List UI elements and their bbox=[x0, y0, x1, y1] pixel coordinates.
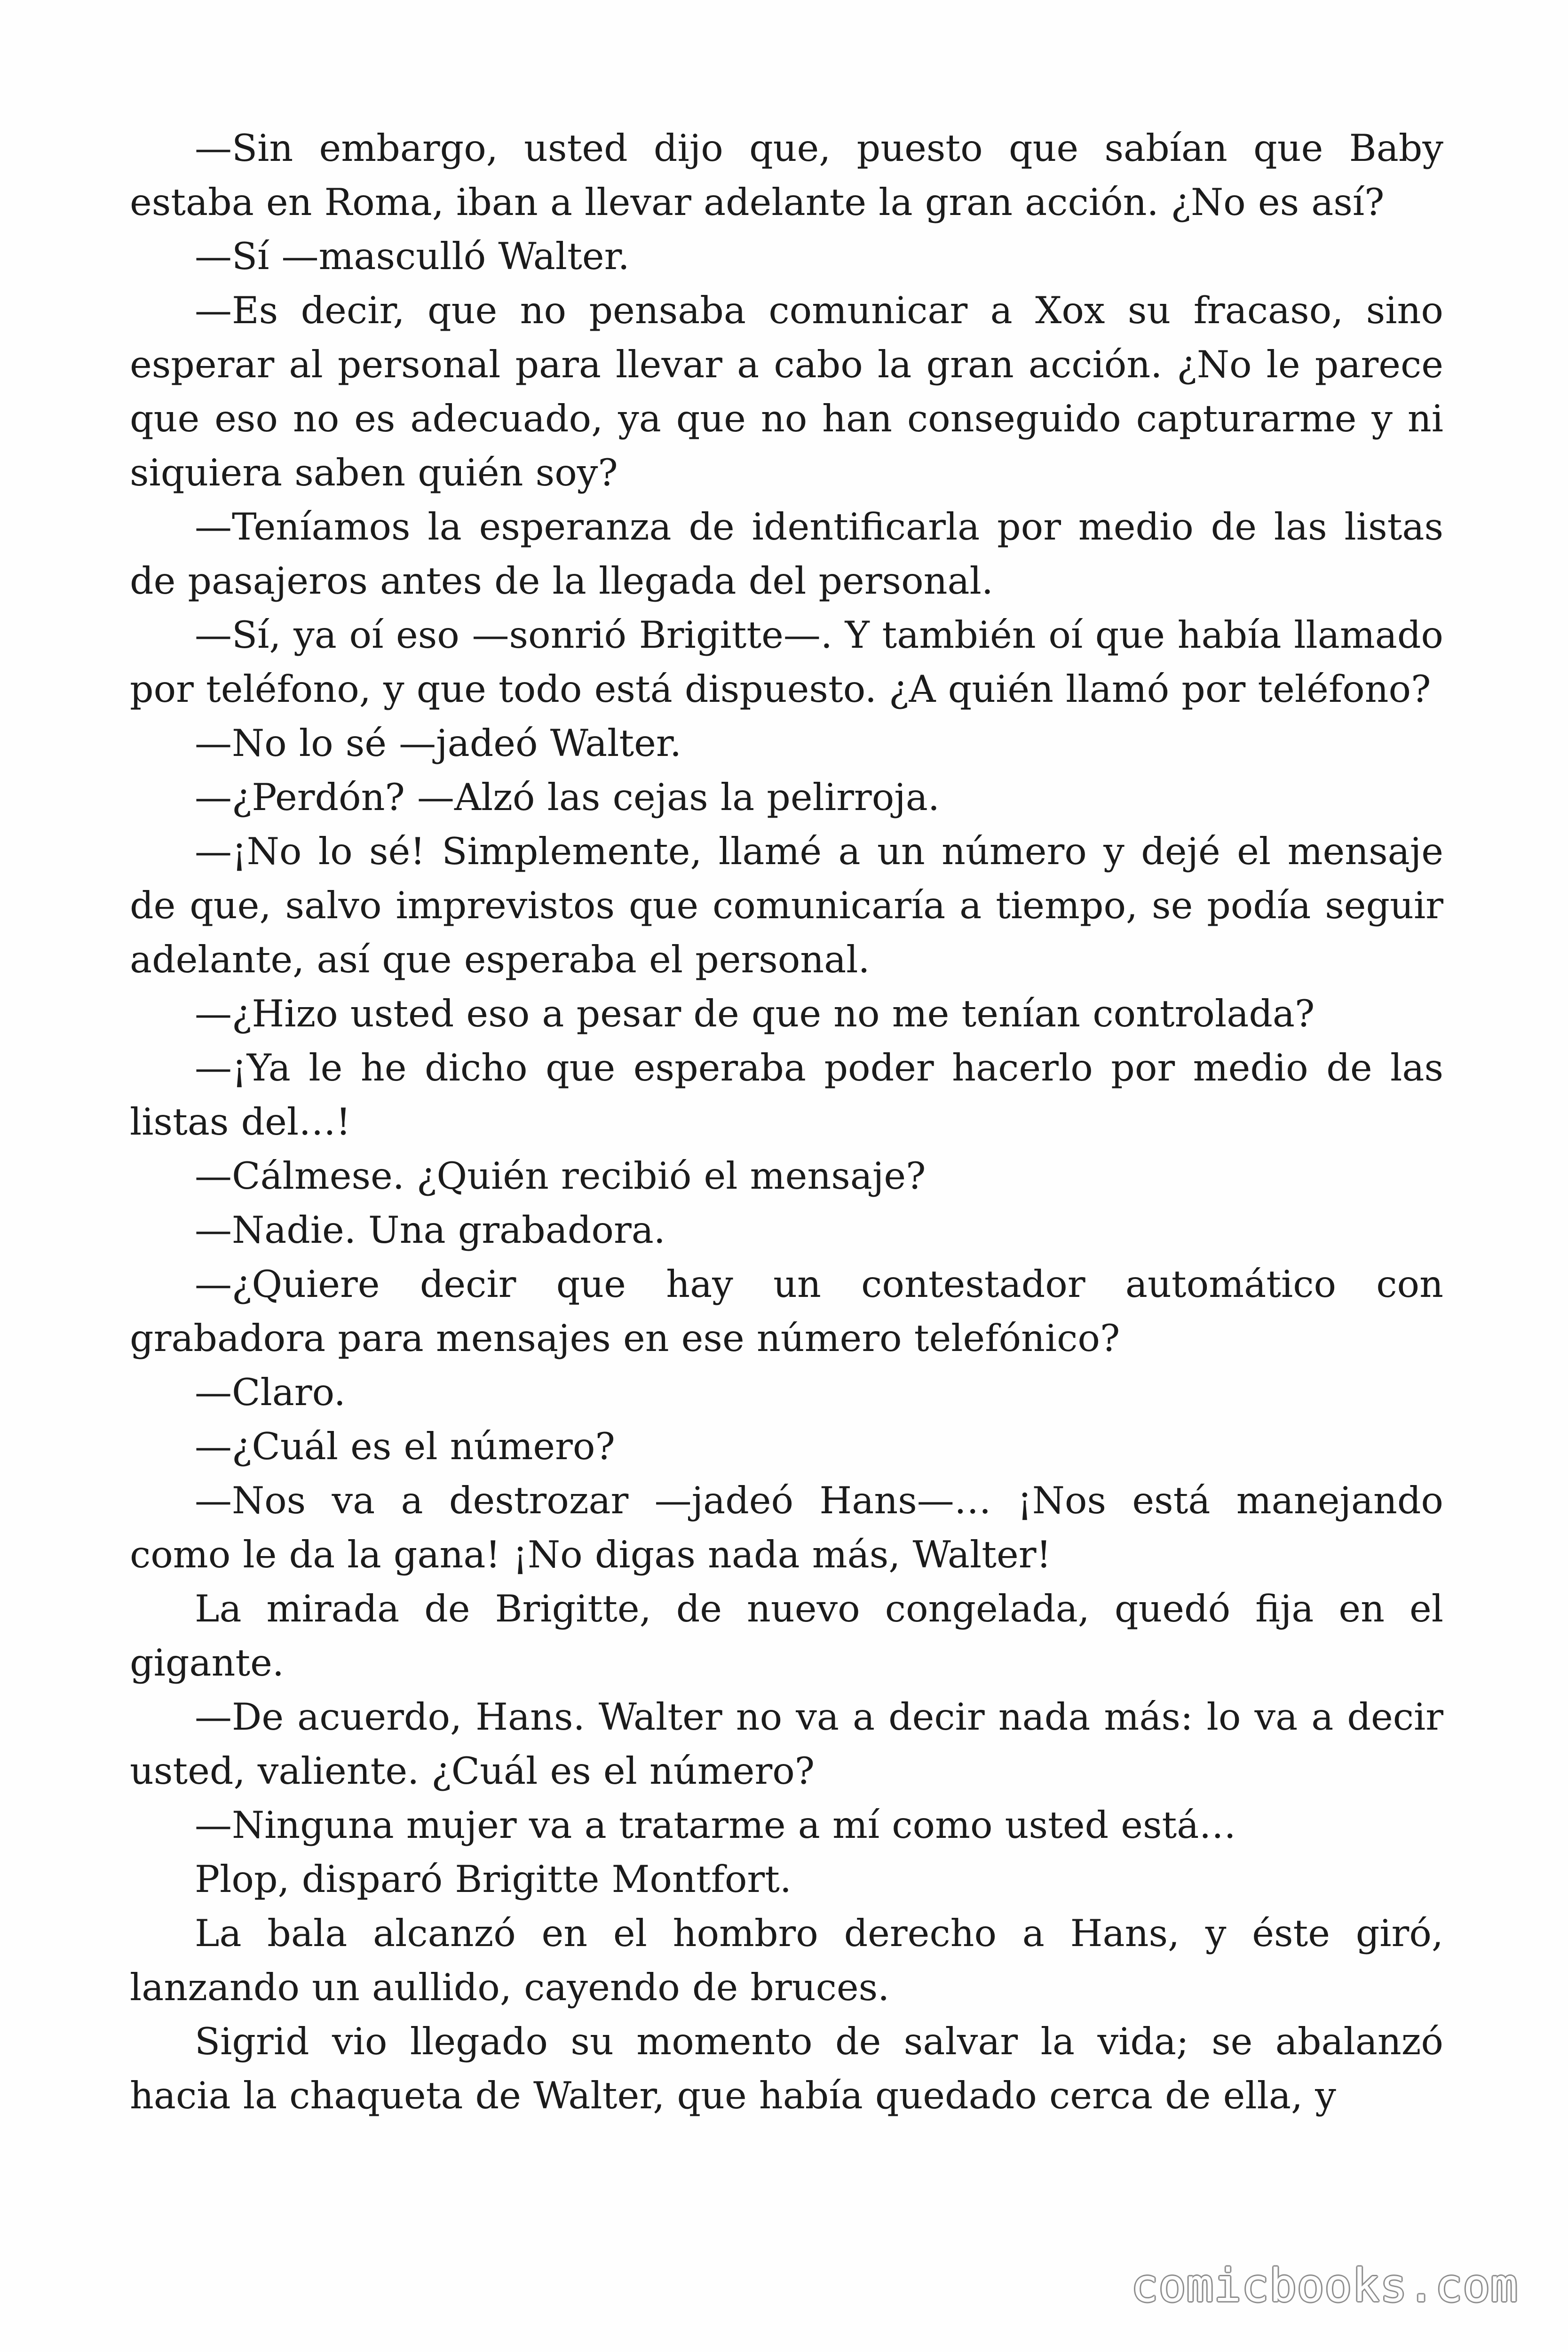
paragraph: —Sí, ya oí eso —sonrió Brigitte—. Y también oí que había llamado por teléfono, y que todo está dispuesto. ¿A quién llamó por teléfono? bbox=[130, 613, 1443, 711]
watermark: comicbooks.com bbox=[1131, 2259, 1518, 2312]
paragraph: —Es decir, que no pensaba comunicar a Xox su fracaso, sino esperar al personal para llevar a cabo la gran acción. ¿No le parece que eso no es adecuado, ya que no han conseguido capturarme y ni siquiera saben quién soy? bbox=[130, 289, 1443, 494]
paragraph: —¿Cuál es el número? bbox=[195, 1425, 615, 1468]
paragraph: —Ninguna mujer va a tratarme a mí como usted está… bbox=[195, 1804, 1236, 1847]
paragraph: —¿Perdón? —Alzó las cejas la pelirroja. bbox=[195, 776, 940, 819]
paragraph: —Claro. bbox=[195, 1371, 346, 1414]
paragraph: —¿Quiere decir que hay un contestador automático con grabadora para mensajes en ese número telefónico? bbox=[130, 1263, 1443, 1360]
paragraph: —De acuerdo, Hans. Walter no va a decir nada más: lo va a decir usted, valiente. ¿Cuál es el número? bbox=[130, 1695, 1443, 1793]
paragraph: Sigrid vio llegado su momento de salvar la vida; se abalanzó hacia la chaqueta de Walter, que había quedado cerca de ella, y bbox=[130, 2020, 1443, 2117]
paragraph: —Cálmese. ¿Quién recibió el mensaje? bbox=[195, 1154, 926, 1198]
paragraph: —Sin embargo, usted dijo que, puesto que sabían que Baby estaba en Roma, iban a llevar adelante la gran acción. ¿No es así? bbox=[130, 127, 1443, 224]
paragraph: Plop, disparó Brigitte Montfort. bbox=[195, 1858, 792, 1901]
paragraph: —Sí —masculló Walter. bbox=[195, 235, 630, 278]
paragraph: —Nos va a destrozar —jadeó Hans—… ¡Nos está manejando como le da la gana! ¡No digas nada más, Walter! bbox=[130, 1479, 1443, 1576]
paragraph: La mirada de Brigitte, de nuevo congelada, quedó fija en el gigante. bbox=[130, 1587, 1443, 1685]
paragraph: —¡Ya le he dicho que esperaba poder hacerlo por medio de las listas del…! bbox=[130, 1046, 1443, 1144]
paragraph: —¿Hizo usted eso a pesar de que no me tenían controlada? bbox=[195, 992, 1315, 1035]
paragraph: —No lo sé —jadeó Walter. bbox=[195, 722, 682, 765]
body-text bbox=[130, 121, 1443, 2123]
paragraph: La bala alcanzó en el hombro derecho a Hans, y éste giró, lanzando un aullido, cayendo de bruces. bbox=[130, 1912, 1443, 2009]
paragraph: —Nadie. Una grabadora. bbox=[195, 1208, 665, 1252]
paragraph: —Teníamos la esperanza de identificarla por medio de las listas de pasajeros antes de la llegada del personal. bbox=[130, 505, 1443, 603]
paragraph: —¡No lo sé! Simplemente, llamé a un número y dejé el mensaje de que, salvo imprevistos que comunicaría a tiempo, se podía seguir adelante, así que esperaba el personal. bbox=[130, 830, 1443, 981]
